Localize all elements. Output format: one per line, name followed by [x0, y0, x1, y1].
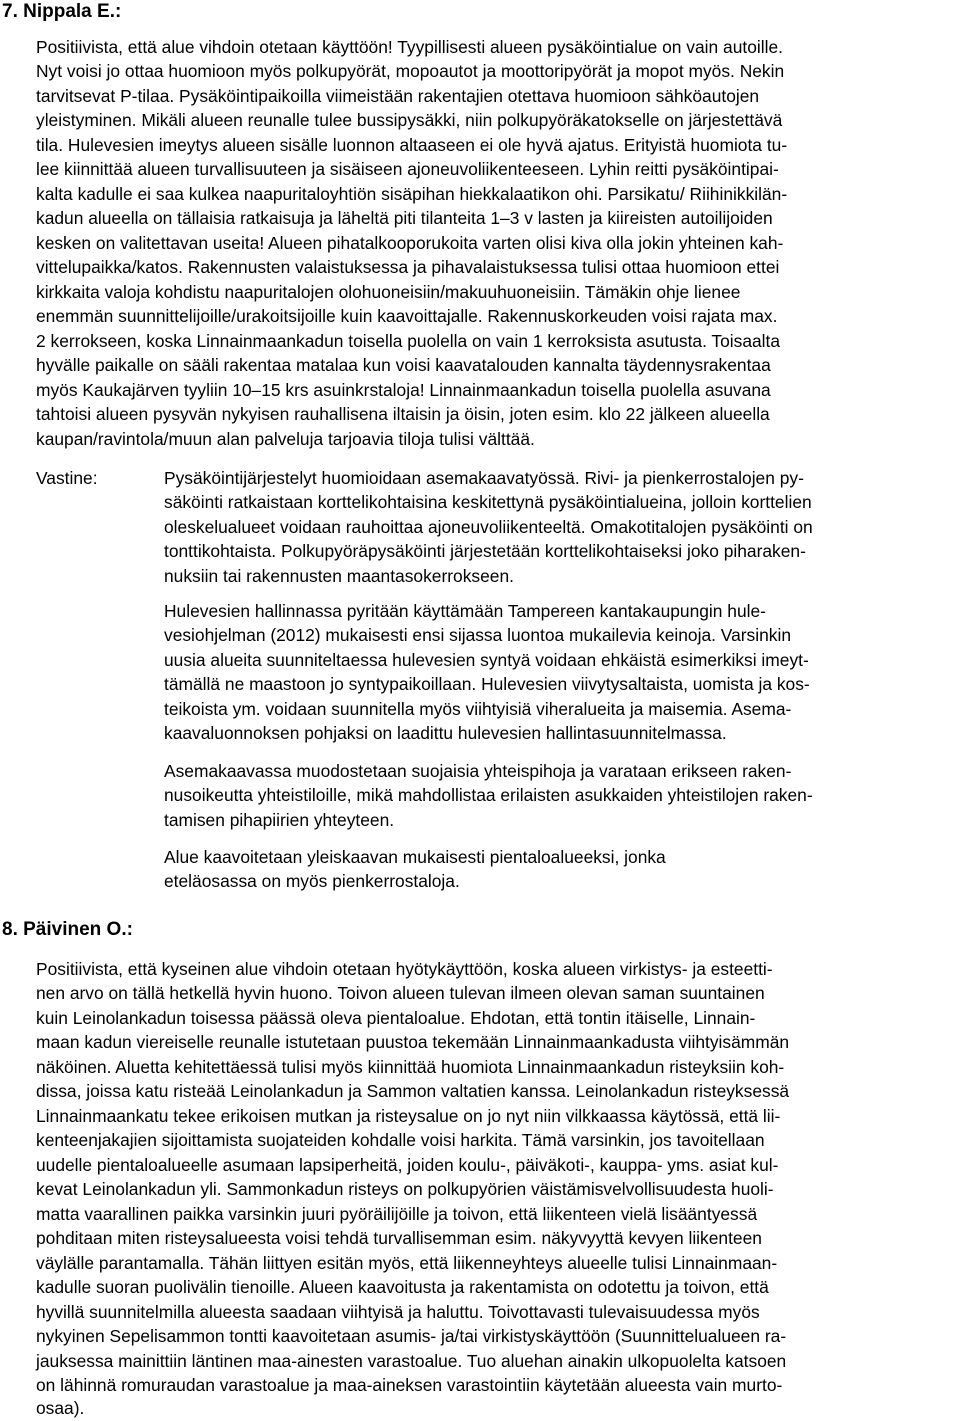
- reply-label: Vastine:: [36, 468, 98, 488]
- comment-line: kuin Leinolankadun toisessa päässä oleva pientaloalue. Ehdotan, että tontin itäiselle, Linnain-: [36, 1008, 756, 1028]
- comment-line: tarvitsevat P-tilaa. Pysäköintipaikoilla viimeistään rakentajien otettava huomioon sähköautojen: [36, 86, 760, 106]
- comment-line: pohditaan miten risteysalueesta voisi tehdä turvallisemman esim. näkyvyyttä kevyen liikenteen: [36, 1228, 762, 1248]
- comment-line: kesken on valitettavan useita! Alueen pihatalkooporukoita varten olisi kiva olla jokin yhteinen kah-: [36, 233, 784, 253]
- comment-line: nen arvo on tällä hetkellä hyvin huono. Toivon alueen tulevan ilmeen olevan saman suuntainen: [36, 983, 765, 1003]
- reply-line: tamisen pihapiirien yhteyteen.: [164, 810, 395, 830]
- comment-line: yleistyminen. Mikäli alueen reunalle tulee bussipysäkki, niin polkupyöräkatokselle on järjestettävä: [36, 110, 783, 130]
- comment-line: kalta kadulle ei saa kulkea naapuritaloyhtiön sisäpihan hiekkalaatikon ohi. Parsikatu/ Riihinikkilän-: [36, 184, 788, 204]
- reply-line: nusoikeutta yhteistiloille, mikä mahdollistaa erilaisten asukkaiden yhteistilojen raken-: [164, 785, 813, 805]
- comment-line: hyvillä suunnitelmilla alueesta saadaan viihtyisä ja haluttu. Toivottavasti tulevaisuudessa myös: [36, 1302, 760, 1322]
- comment-line: Positiivista, että alue vihdoin otetaan käyttöön! Tyypillisesti alueen pysäköintialue on vain autoille.: [36, 37, 783, 57]
- comment-line: uudelle pientaloalueelle asumaan lapsiperheitä, joiden koulu-, päiväkoti-, kauppa- yms. asiat kul-: [36, 1155, 779, 1175]
- comment-line: vittelupaikka/katos. Rakennusten valaistuksessa ja pihavalaistuksessa tulisi ottaa huomioon ettei: [36, 257, 780, 277]
- reply-line: Hulevesien hallinnassa pyritään käyttämään Tampereen kantakaupungin hule-: [164, 601, 766, 621]
- reply-line: uusia alueita suunniteltaessa hulevesien syntyä voidaan ehkäistä esimerkiksi imeyt-: [164, 650, 809, 670]
- comment-line: tahtoisi alueen pysyvän nykyisen rauhallisena iltaisin ja öisin, joten esim. klo 22 jälkeen alueella: [36, 404, 770, 424]
- reply-line: kaavaluonnoksen pohjaksi on laadittu hulevesien hallintasuunnitelmassa.: [164, 723, 727, 743]
- comment-line: osaa).: [36, 1398, 85, 1418]
- reply-line: vesiohjelman (2012) mukaisesti ensi sijassa luontoa mukailevia keinoja. Varsinkin: [164, 625, 792, 645]
- comment-line: nykyinen Sepelisammon tontti kaavoitetaan asumis- ja/tai virkistyskäyttöön (Suunnittelualueen ra-: [36, 1326, 787, 1346]
- comment-line: kadun alueella on tällaisia ratkaisuja ja läheltä piti tilanteita 1–3 v lasten ja kiireisten autoilijoiden: [36, 208, 773, 228]
- comment-line: enemmän suunnittelijoille/urakoitsijoille kuin kaavoittajalle. Rakennuskorkeuden voisi rajata max.: [36, 306, 778, 326]
- reply-line: teikoista ym. voidaan suunnitella myös viihtyisiä viheralueita ja maisemia. Asema-: [164, 699, 792, 719]
- comment-line: matta vaarallinen paikka varsinkin juuri pyöräilijöille ja toivon, että liikenteen vielä lisääntyessä: [36, 1204, 758, 1224]
- reply-line: Asemakaavassa muodostetaan suojaisia yhteispihoja ja varataan erikseen raken-: [164, 761, 792, 781]
- comment-line: maan kadun viereiselle reunalle istutetaan puustoa tekemään Linnainmaankadusta viihtyisämmän: [36, 1032, 790, 1052]
- reply-line: nuksiin tai rakennusten maantasokerrokseen.: [164, 566, 514, 586]
- comment-line: myös Kaukajärven tyyliin 10–15 krs asuinkrstaloja! Linnainmaankadun toisella puolella asuvana: [36, 380, 771, 400]
- comment-line: jauksessa mainittiin läntinen maa-ainesten varastoalue. Tuo aluehan ainakin ulkopuolelta katsoen: [36, 1351, 787, 1371]
- reply-line: eteläosassa on myös pienkerrostaloja.: [164, 871, 460, 891]
- reply-line: oleskelualueet voidaan rauhoittaa ajoneuvoliikenteeltä. Omakotitalojen pysäköinti on: [164, 517, 813, 537]
- section-7-heading: 7. Nippala E.:: [2, 1, 122, 22]
- comment-line: kevat Leinolankadun yli. Sammonkadun risteys on polkupyörien väistämisvelvollisuudesta huoli-: [36, 1179, 774, 1199]
- comment-line: kadulle suoran puolivälin tienoille. Alueen kaavoitusta ja rakentamista on odotettu ja toivon, että: [36, 1277, 769, 1297]
- comment-line: Nyt voisi jo ottaa huomioon myös polkupyörät, mopoautot ja moottoripyörät ja mopot myös. Nekin: [36, 61, 785, 81]
- comment-line: lee kiinnittää alueen turvallisuuteen ja sisäiseen ajoneuvoliikenteeseen. Lyhin reitti pysäköintipai-: [36, 159, 779, 179]
- comment-line: kirkkaita valoja kohdistu naapuritalojen olohuoneisiin/makuuhuoneisiin. Tämäkin ohje lienee: [36, 282, 741, 302]
- comment-line: väylälle parantamalla. Tähän liittyen esitän myös, että liikenneyhteys alueelle tulisi Linnainmaan-: [36, 1253, 778, 1273]
- comment-line: hyvälle paikalle on sääli rakentaa matalaa kun voisi kaavatalouden kannalta täydennysrakentaa: [36, 355, 771, 375]
- comment-line: tila. Hulevesien imeytys alueen sisälle luonnon altaaseen ei ole hyvä ajatus. Erityistä huomiota tu-: [36, 135, 788, 155]
- reply-line: Alue kaavoitetaan yleiskaavan mukaisesti pientaloalueeksi, jonka: [164, 847, 666, 867]
- comment-line: 2 kerrokseen, koska Linnainmaankadun toisella puolella on vain 1 kerroksista asutusta. Toisaalta: [36, 331, 781, 351]
- section-8-heading: 8. Päivinen O.:: [2, 919, 133, 940]
- comment-line: kaupan/ravintola/muun alan palveluja tarjoavia tiloja tulisi välttää.: [36, 429, 535, 449]
- reply-line: tonttikohtaista. Polkupyöräpysäköinti järjestetään korttelikohtaiseksi joko piharaken-: [164, 541, 806, 561]
- comment-line: on lähinnä romuraudan varastoalue ja maa-aineksen varastointiin käytetään alueesta vain murto-: [36, 1375, 783, 1395]
- comment-line: kenteenjakajien sijoittamista suojateiden kohdalle voisi harkita. Tämä varsinkin, jos tavoitellaan: [36, 1130, 765, 1150]
- comment-line: näköinen. Aluetta kehitettäessä tulisi myös kiinnittää huomiota Linnainmaankadun risteyksiin koh-: [36, 1057, 785, 1077]
- reply-line: säköinti ratkaistaan korttelikohtaisina keskitettynä pysäköintialueina, jolloin korttelien: [164, 492, 812, 512]
- comment-line: dissa, joissa katu risteää Leinolankadun ja Sammon valtatien kanssa. Leinolankadun risteyksessä: [36, 1081, 790, 1101]
- reply-line: tämällä ne maastoon jo syntypaikoillaan. Hulevesien viivytysaltaista, uomista ja kos-: [164, 674, 810, 694]
- comment-line: Positiivista, että kyseinen alue vihdoin otetaan hyötykäyttöön, koska alueen virkistys- ja esteetti-: [36, 959, 773, 979]
- reply-line: Pysäköintijärjestelyt huomioidaan asemakaavatyössä. Rivi- ja pienkerrostalojen py-: [164, 468, 804, 488]
- comment-line: Linnainmaankatu tekee erikoisen mutkan ja risteysalue on jo nyt niin vilkkaassa käytössä, että lii-: [36, 1106, 781, 1126]
